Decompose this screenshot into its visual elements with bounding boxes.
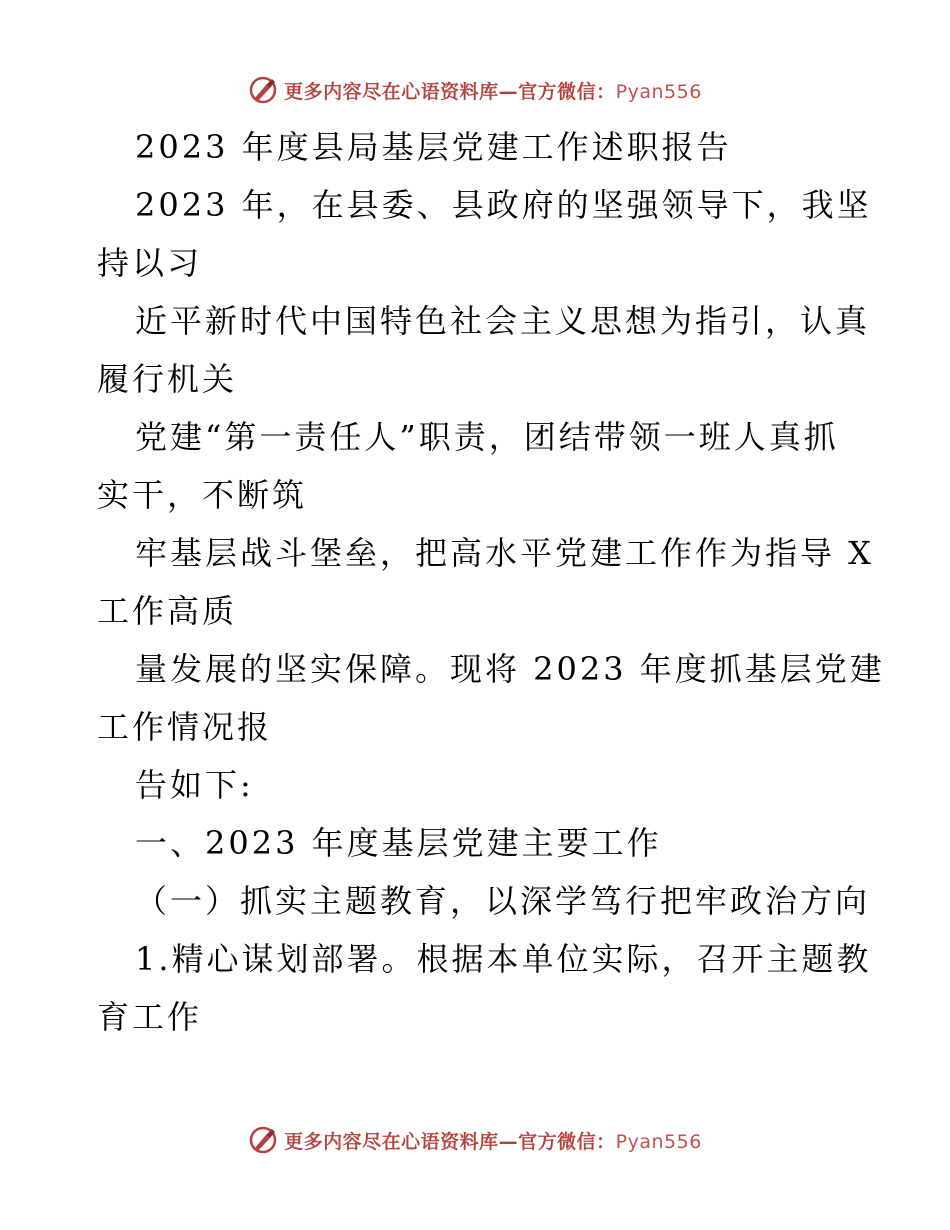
doc-line: 持以习 — [97, 244, 203, 282]
doc-line: 党建“第一责任人”职责，团结带领一班人真抓 — [135, 418, 839, 456]
doc-line: 工作情况报 — [97, 708, 273, 746]
watermark-text: 更多内容尽在心语资料库—官方微信：Pyan556 — [284, 1130, 702, 1153]
doc-line: 实干，不断筑 — [97, 476, 308, 514]
doc-title: 2023 年度县局基层党建工作述职报告 — [135, 128, 732, 166]
doc-line: 工作高质 — [97, 592, 238, 630]
subsection-heading: （一）抓实主题教育，以深学笃行把牢政治方向 — [135, 882, 871, 920]
doc-line: 2023 年，在县委、县政府的坚强领导下，我坚 — [135, 186, 872, 224]
doc-line: 牢基层战斗堡垒，把高水平党建工作作为指导 X — [135, 534, 874, 572]
pen-circle-logo-icon — [248, 1125, 278, 1155]
pen-circle-logo-icon — [248, 75, 278, 105]
doc-line: 告如下: — [135, 766, 254, 804]
doc-line: 近平新时代中国特色社会主义思想为指引，认真 — [135, 302, 871, 340]
footer-watermark — [0, 1120, 950, 1160]
wechat-id: Pyan556 — [615, 1130, 702, 1153]
header-watermark — [0, 70, 950, 110]
doc-line: 量发展的坚实保障。现将 2023 年度抓基层党建 — [135, 650, 885, 688]
watermark-text: 更多内容尽在心语资料库—官方微信：Pyan556 — [284, 80, 702, 103]
doc-line: 履行机关 — [97, 360, 238, 398]
section-heading: 一、2023 年度基层党建主要工作 — [135, 824, 662, 862]
doc-line: 1.精心谋划部署。根据本单位实际，召开主题教 — [135, 940, 872, 978]
document-body — [97, 118, 885, 1046]
wechat-id: Pyan556 — [615, 80, 702, 103]
doc-line: 育工作 — [97, 998, 203, 1036]
